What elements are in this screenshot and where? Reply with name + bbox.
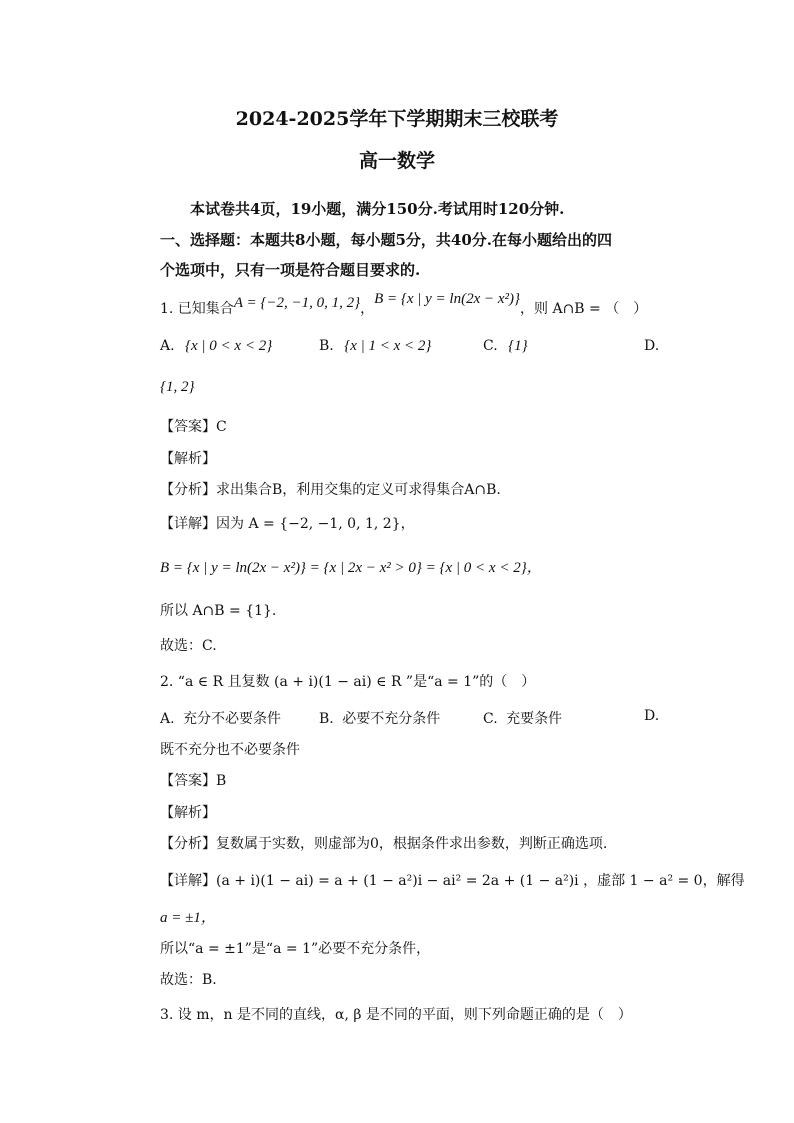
exam-subject: 高一数学 xyxy=(358,150,435,172)
option-label: A. xyxy=(160,338,175,354)
option-label: B. xyxy=(319,338,334,354)
exam-title: 2024-2025学年下学期期末三校联考 xyxy=(235,108,559,130)
q2-option-c xyxy=(483,708,562,728)
q1-detail-3: 所以 A∩B = {1}. xyxy=(160,603,277,619)
q1-analysis: 【分析】求出集合B，利用交集的定义可求得集合A∩B. xyxy=(160,482,501,498)
q2-stem: 2. “a ∈ R 且复数 (a + i)(1 − ai) ∈ R ”是“a = 1”的（ ） xyxy=(160,674,536,690)
exam-intro: 本试卷共4页，19小题，满分150分.考试用时120分钟. xyxy=(190,200,565,218)
option-label: A. xyxy=(160,711,175,727)
q2-option-b xyxy=(319,708,440,728)
q2-analysis: 【分析】复数属于实数，则虚部为0，根据条件求出参数，判断正确选项. xyxy=(160,836,608,852)
q1-answer: 【答案】C xyxy=(160,419,227,435)
q1-detail-2: B = {x | y = ln(2x − x²)} = {x | 2x − x² > 0} = {x | 0 < x < 2}， xyxy=(160,560,542,576)
q1-stem-prefix: 1. 已知集合 xyxy=(160,301,234,317)
q1-stem-suffix: ，则 A∩B = （ ） xyxy=(520,301,648,317)
section-heading-line-1: 一、选择题：本题共8小题，每小题5分，共40分.在每小题给出的四 xyxy=(160,231,612,249)
q1-set-a: A = {−2, −1, 0, 1, 2} xyxy=(233,295,361,311)
q2-option-d-text: 既不充分也不必要条件 xyxy=(160,742,300,758)
option-text: {1} xyxy=(508,338,528,354)
q1-option-a xyxy=(160,338,272,355)
option-label: B. xyxy=(319,711,334,727)
q2-option-d-label: D. xyxy=(644,708,660,724)
q1-stem xyxy=(160,291,648,318)
q2-answer: 【答案】B xyxy=(160,773,227,789)
q2-choice: 故选：B. xyxy=(160,972,217,988)
q2-detail-1: 【详解】(a + i)(1 − ai) = a + (1 − a²)i − ai² = 2a + (1 − a²)i ，虚部 1 − a² = 0，解得 xyxy=(160,873,745,889)
q1-option-b xyxy=(319,338,431,355)
q2-option-a xyxy=(160,708,281,728)
q3-stem: 3. 设 m，n 是不同的直线，α, β 是不同的平面，则下列命题正确的是（ ） xyxy=(160,1007,632,1023)
section-heading-line-2: 个选项中，只有一项是符合题目要求的. xyxy=(160,261,421,279)
q2-detail-3: 所以“a = ±1”是“a = 1”必要不充分条件， xyxy=(160,941,431,957)
q1-option-d-label: D. xyxy=(644,338,660,354)
option-text: {x | 0 < x < 2} xyxy=(185,338,273,354)
option-label: C. xyxy=(483,338,498,354)
q1-set-b: B = {x | y = ln(2x − x²)} xyxy=(374,291,521,307)
q1-detail-1: 【详解】因为 A = {−2, −1, 0, 1, 2}， xyxy=(160,516,415,532)
option-label: C. xyxy=(483,711,498,727)
q1-choice: 故选：C. xyxy=(160,638,217,654)
option-text: 充分不必要条件 xyxy=(183,711,282,727)
option-text: 充要条件 xyxy=(506,711,563,727)
q2-jiexi: 【解析】 xyxy=(160,805,216,821)
q1-comma: ， xyxy=(360,301,375,317)
q1-jiexi: 【解析】 xyxy=(160,451,216,467)
option-text: 必要不充分条件 xyxy=(342,711,441,727)
q1-option-c xyxy=(483,338,528,355)
q2-detail-2: a = ±1， xyxy=(160,910,216,926)
q1-option-d-text: {1, 2} xyxy=(160,379,195,395)
option-text: {x | 1 < x < 2} xyxy=(344,338,432,354)
